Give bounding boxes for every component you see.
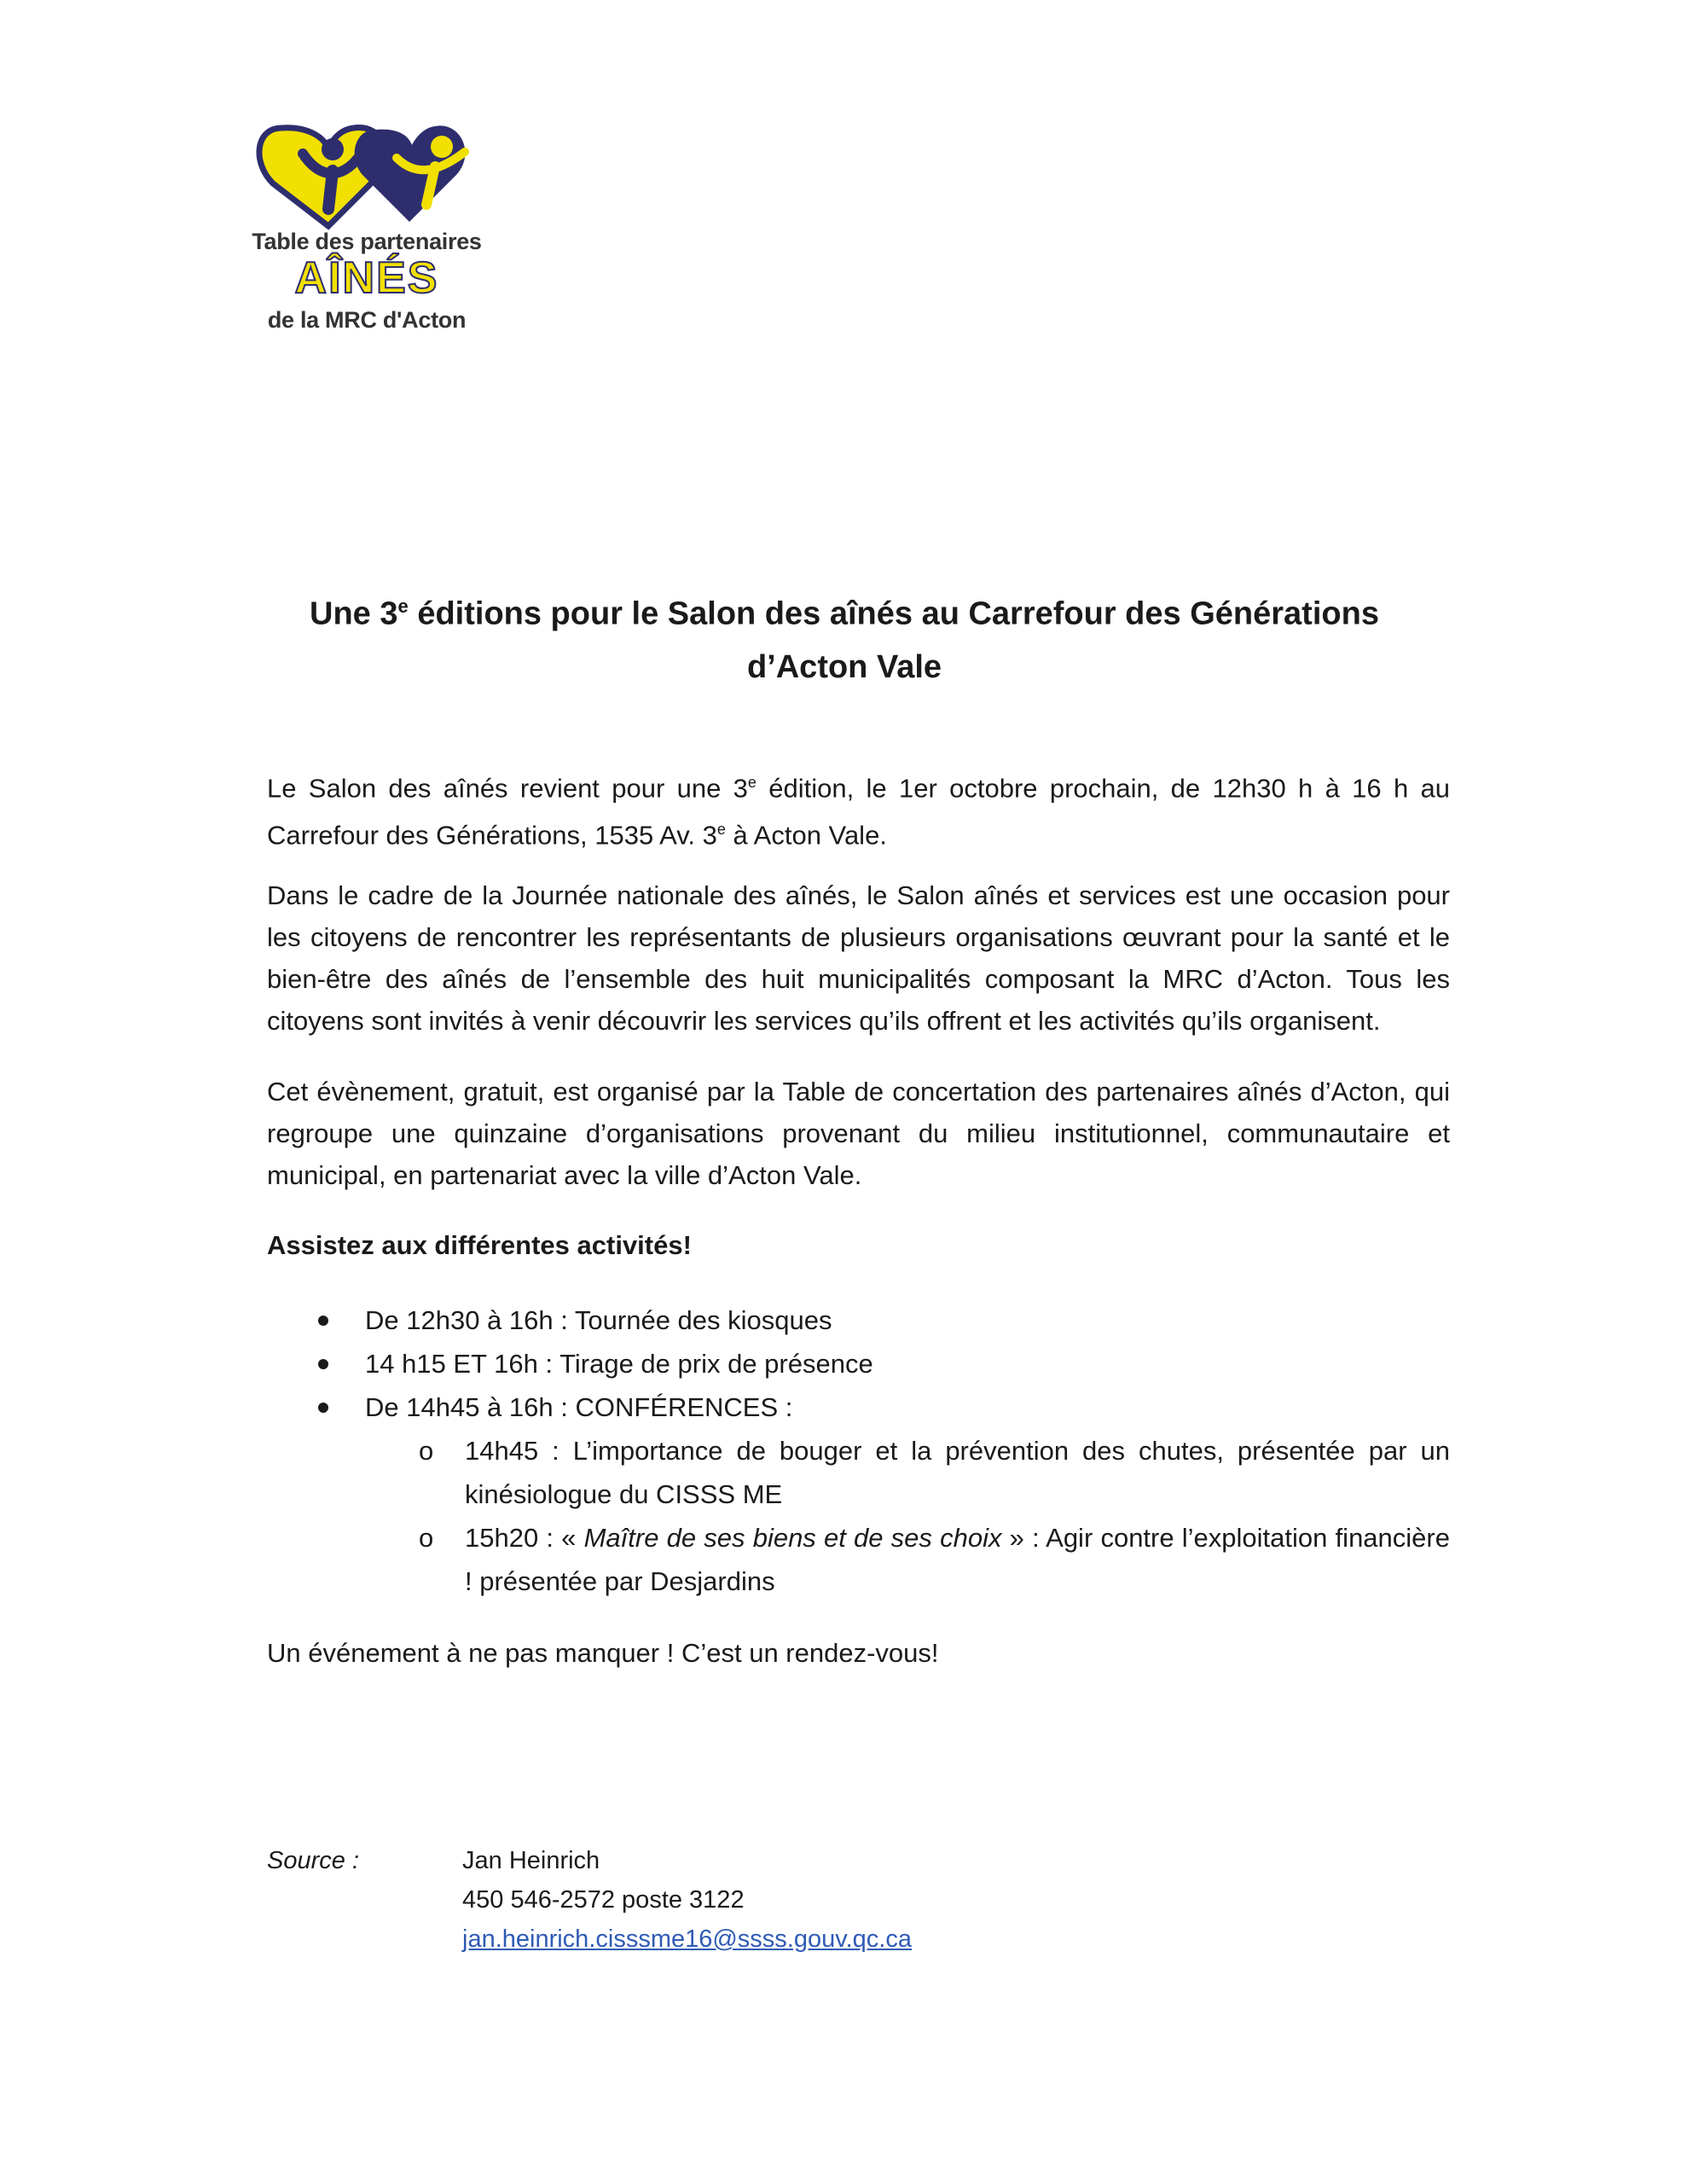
- list-item: De 14h45 à 16h : CONFÉRENCES :: [267, 1385, 1450, 1429]
- p1-a: Le Salon des aînés revient pour une 3: [267, 773, 748, 804]
- paragraph-intro: [267, 762, 1450, 857]
- paragraph-closing: Un événement à ne pas manquer ! C’est un rendez-vous!: [267, 1638, 939, 1668]
- contact-email-link[interactable]: jan.heinrich.cisssme16@ssss.gouv.qc.ca: [462, 1926, 912, 1953]
- title-part2: éditions pour le Salon des aînés au Carrefour des Générations: [408, 595, 1379, 632]
- source-label: Source :: [267, 1847, 359, 1874]
- list-item: 14 h15 ET 16h : Tirage de prix de présence: [267, 1342, 1450, 1385]
- list-item: De 12h30 à 16h : Tournée des kiosques: [267, 1298, 1450, 1342]
- paragraph-organizer: Cet évènement, gratuit, est organisé par la Table de concertation des partenaires aînés d’Acton, qui regroupe une quinzaine d’organisations provenant du milieu institutionnel, communautaire et municipal, en partenariat avec la ville d’Acton Vale.: [267, 1077, 1450, 1190]
- title-sup: e: [397, 595, 409, 617]
- logo: [239, 111, 495, 341]
- paragraph-context: Dans le cadre de la Journée nationale des aînés, le Salon aînés et services est une occasion pour les citoyens de rencontrer les représentants de plusieurs organisations œuvrant pour la santé et le bien-être des aînés de l’ensemble des huit municipalités composant la MRC d’Acton. Tous les citoyens sont invités à venir découvrir les services qu’ils offrent et les activités qu’ils organisent.: [267, 880, 1450, 1036]
- p1-sup1: e: [747, 774, 757, 791]
- p1-sup2: e: [716, 821, 726, 839]
- hearts-people-icon: [247, 111, 486, 230]
- logo-text-aines: AÎNÉS: [294, 253, 439, 303]
- title-line2: d’Acton Vale: [746, 648, 942, 685]
- activities-list: [267, 1298, 1450, 1603]
- contact-phone: 450 546-2572 poste 3122: [462, 1886, 745, 1914]
- activities-heading: Assistez aux différentes activités!: [267, 1230, 692, 1260]
- circle-bullet-icon: o: [419, 1523, 434, 1553]
- title-part1: Une 3: [310, 595, 398, 632]
- bullet-icon: [318, 1316, 328, 1326]
- circle-bullet-icon: o: [419, 1436, 434, 1466]
- logo-text-mrc: de la MRC d'Acton: [267, 307, 467, 333]
- contact-block: [462, 1841, 912, 1959]
- p1-c: à Acton Vale.: [725, 820, 887, 851]
- page-title: [256, 580, 1433, 694]
- bullet-icon: [318, 1403, 328, 1413]
- conference-title: Maître de ses biens et de ses choix: [583, 1523, 1002, 1553]
- p1-b: édition, le 1er octobre prochain, de 12h30 h à 16 h au Carrefour des Générations, 1535 Av. 3: [267, 773, 1450, 851]
- logo-text-table: Table des partenaires: [252, 229, 482, 254]
- contact-name: Jan Heinrich: [462, 1847, 600, 1874]
- sub-list-item: o 14h45 : L’importance de bouger et la prévention des chutes, présentée par un kinésiologue du CISSS ME: [267, 1429, 1450, 1516]
- sub-list-item: o 15h20 : « Maître de ses biens et de ses choix » : Agir contre l’exploitation financière ! présentée par Desjardins: [267, 1516, 1450, 1603]
- bullet-icon: [318, 1359, 328, 1369]
